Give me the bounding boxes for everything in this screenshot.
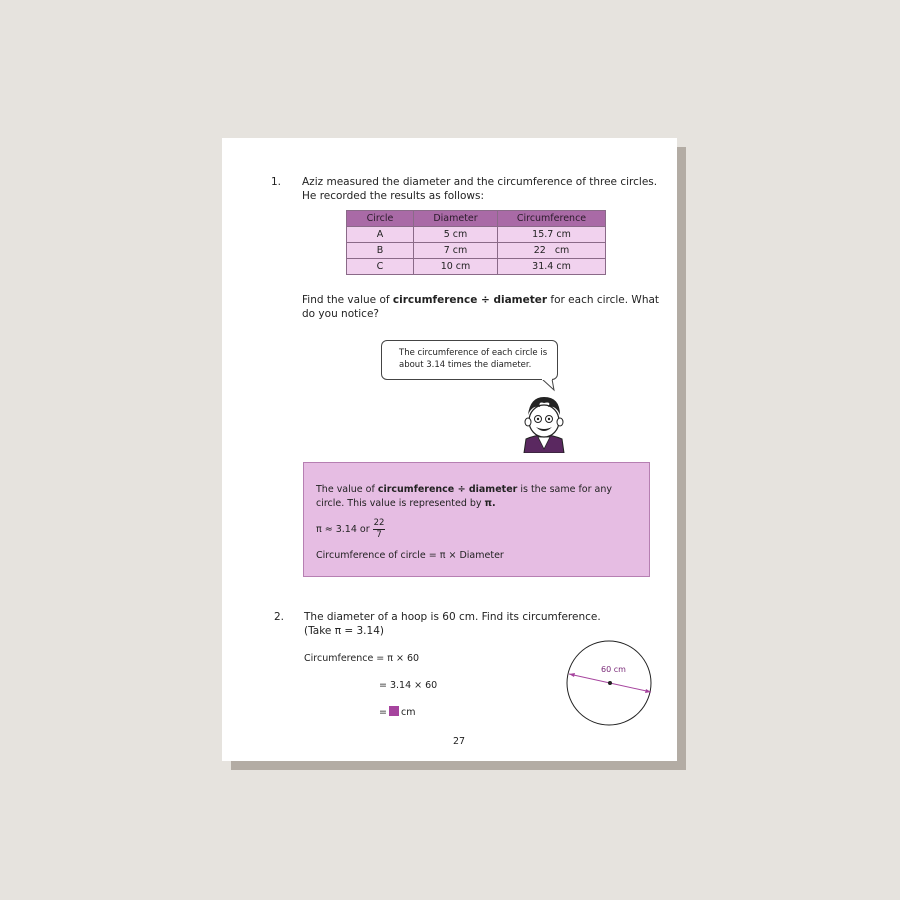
task-divide-sign: ÷ (477, 294, 494, 306)
table-header-diameter: Diameter (414, 211, 498, 227)
question-1-task (302, 293, 659, 307)
question-1-line-2: He recorded the results as follows: (302, 190, 484, 202)
table-cell: B (347, 243, 414, 259)
table-cell: 7 cm (414, 243, 498, 259)
textbook-page (222, 138, 677, 761)
info-bold-diameter: diameter (468, 484, 518, 495)
circumference-formula: Circumference of circle = π × Diameter (316, 550, 504, 561)
working-line-1: Circumference = π × 60 (304, 653, 420, 664)
task-bold-circumference: circumference (392, 294, 478, 306)
question-2-line-2: (Take π = 3.14) (304, 625, 384, 637)
info-text-end: is the same for any (517, 484, 613, 495)
diameter-label: 60 cm (601, 665, 626, 674)
pi-info-box (303, 462, 650, 577)
table-row (347, 259, 606, 275)
info-line-2 (316, 497, 496, 510)
fraction-22-over-7 (373, 518, 386, 541)
task-bold-diameter: diameter (493, 294, 548, 306)
question-1-number: 1. (271, 176, 282, 188)
task-text: Find the value of (302, 294, 393, 306)
table-row (347, 227, 606, 243)
table-cell: 15.7 cm (498, 227, 606, 243)
info-divide-sign: ÷ (454, 484, 469, 495)
working-line-2: = 3.14 × 60 (379, 680, 438, 691)
task-text-end: for each circle. What (547, 294, 660, 306)
pi-approximation (316, 518, 385, 541)
table-cell: 31.4 cm (498, 259, 606, 275)
info-line-1 (316, 483, 612, 496)
question-1-task-line-2: do you notice? (302, 308, 379, 320)
table-header-row (347, 211, 606, 227)
speech-line-1: The circumference of each circle is (399, 348, 548, 358)
speech-line-2: about 3.14 times the diameter. (399, 360, 532, 370)
pi-approx-text: π ≈ 3.14 or (316, 524, 370, 535)
table-cell: 5 cm (414, 227, 498, 243)
working-line-3 (379, 706, 415, 719)
speech-bubble-tail (540, 378, 560, 392)
table-cell: C (347, 259, 414, 275)
speech-bubble (381, 340, 558, 380)
pi-symbol: π. (484, 498, 496, 509)
question-2-line-1: The diameter of a hoop is 60 cm. Find its circumference. (304, 611, 601, 623)
page-number: 27 (453, 736, 466, 747)
info-text: circle. This value is represented by (316, 498, 485, 509)
fraction-denominator: 7 (376, 530, 382, 540)
table-row (347, 243, 606, 259)
answer-box[interactable] (389, 706, 399, 716)
table-header-circumference: Circumference (498, 211, 606, 227)
table-cell: 22 cm (498, 243, 606, 259)
table-cell: A (347, 227, 414, 243)
info-text: The value of (316, 484, 378, 495)
fraction-numerator: 22 (373, 518, 385, 528)
boy-cartoon-icon (518, 391, 570, 453)
equals-sign: = (379, 707, 387, 718)
question-2-number: 2. (274, 611, 285, 623)
hoop-diagram (565, 638, 655, 728)
table-header-circle: Circle (347, 211, 414, 227)
results-table (346, 210, 606, 275)
table-cell: 10 cm (414, 259, 498, 275)
question-1-line-1: Aziz measured the diameter and the circumference of three circles. (302, 176, 658, 188)
info-bold-circumference: circumference (377, 484, 455, 495)
answer-unit: cm (400, 707, 416, 718)
